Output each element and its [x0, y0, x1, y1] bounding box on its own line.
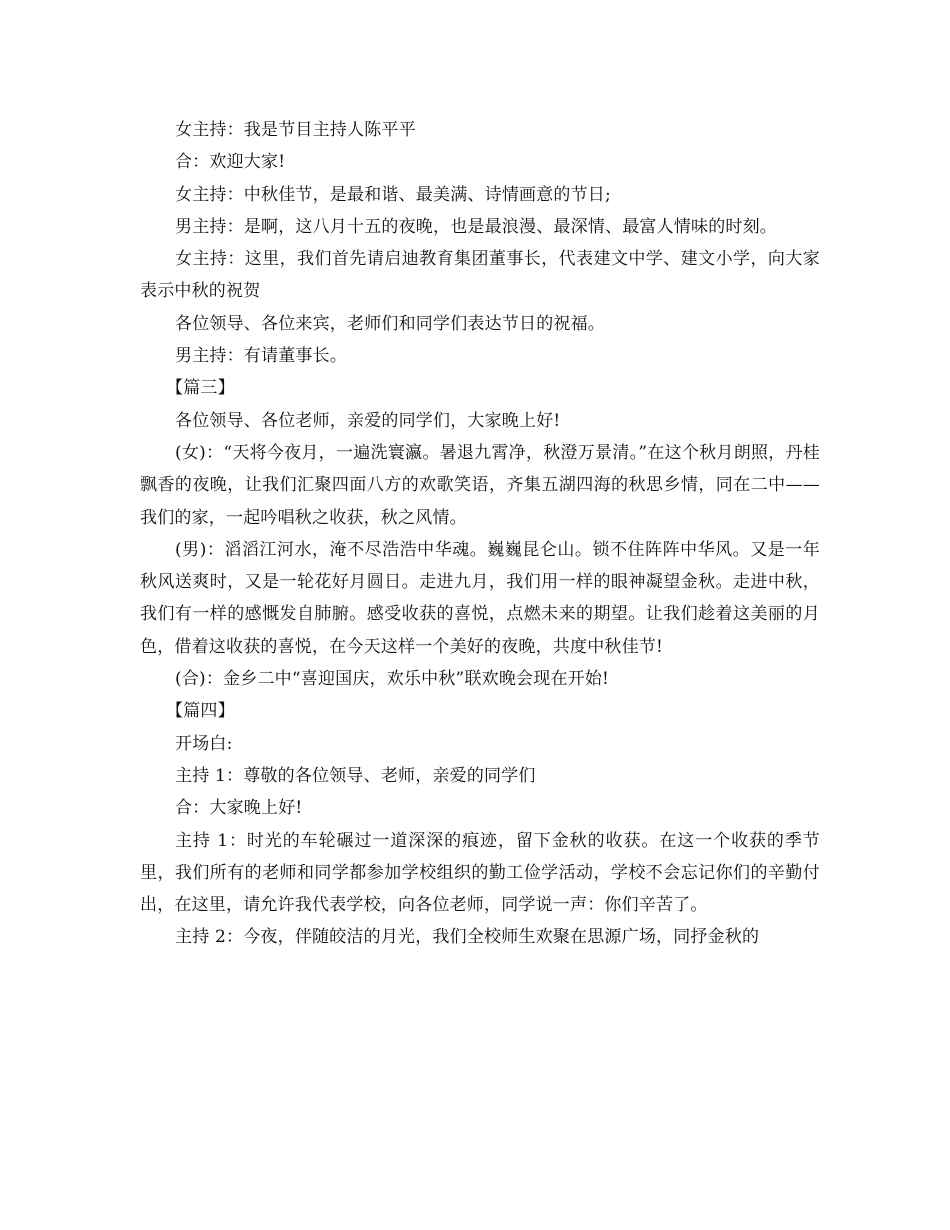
paragraph-male-speech: (男)：滔滔江河水，淹不尽浩浩中华魂。巍巍昆仑山。锁不住阵阵中华风。又是一年秋风送爽时，又是一轮花好月圆日。走进九月，我们用一样的眼神凝望金秋。走进中秋，我们有一样的感慨发自肺腑。感受收获的喜悦，点燃未来的期望。让我们趁着这美丽的月色，借着这收获的喜悦，在今天这样一个美好的夜晚，共度中秋佳节! — [140, 539, 820, 657]
paragraph-host-one-harvest: 主持 1：时光的车轮碾过一道深深的痕迹，留下金秋的收获。在这一个收获的季节里，我们所有的老师和同学都参加学校组织的勤工俭学活动，学校不会忘记你们的辛勤付出，在这里，请允许我代表学校，向各位老师，同学说一声：你们辛苦了。 — [140, 830, 820, 916]
document-body — [140, 114, 820, 954]
paragraph-female-poem: (女)：“天将今夜月，一遍洗寰瀛。暑退九霄净，秋澄万景清。”在这个秋月朗照，丹桂飘香的夜晚，让我们汇聚四面八方的欢歌笑语，齐集五湖四海的秋思乡情，同在二中——我们的家，一起吟唱秋之收获，秋之风情。 — [140, 442, 820, 528]
section-heading-part-four: 【篇四】 — [166, 701, 235, 722]
paragraph-chorus-welcome: 合：欢迎大家! — [175, 152, 286, 173]
paragraph-female-host-intro: 女主持：我是节目主持人陈平平 — [175, 120, 416, 140]
paragraph-female-host-festival: 女主持：中秋佳节，是最和谐、最美满、诗情画意的节日; — [175, 184, 611, 205]
section-heading-part-three: 【篇三】 — [166, 378, 235, 399]
paragraph-chorus-start: (合)：金乡二中“喜迎国庆，欢乐中秋”联欢晚会现在开始! — [175, 669, 610, 690]
paragraph-male-host-night: 男主持：是啊，这八月十五的夜晚，也是最浪漫、最深情、最富人情味的时刻。 — [175, 216, 777, 237]
paragraph-male-host-invite: 男主持：有请董事长。 — [175, 346, 347, 367]
paragraph-greeting: 各位领导、各位老师，亲爱的同学们，大家晚上好! — [175, 410, 561, 431]
paragraph-host-one-greeting: 主持 1：尊敬的各位领导、老师，亲爱的同学们 — [175, 765, 536, 786]
paragraph-host-two-moonlight: 主持 2：今夜，伴随皎洁的月光，我们全校师生欢聚在思源广场，同抒金秋的 — [175, 927, 760, 948]
paragraph-blessing: 各位领导、各位来宾，老师们和同学们表达节日的祝福。 — [175, 313, 605, 334]
paragraph-female-host-chairman: 女主持：这里，我们首先请启迪教育集团董事长，代表建文中学、建文小学，向大家表示中秋的祝贺 — [140, 249, 820, 302]
paragraph-opening-remarks: 开场白: — [175, 733, 233, 754]
paragraph-chorus-good-evening: 合：大家晚上好! — [175, 798, 303, 819]
